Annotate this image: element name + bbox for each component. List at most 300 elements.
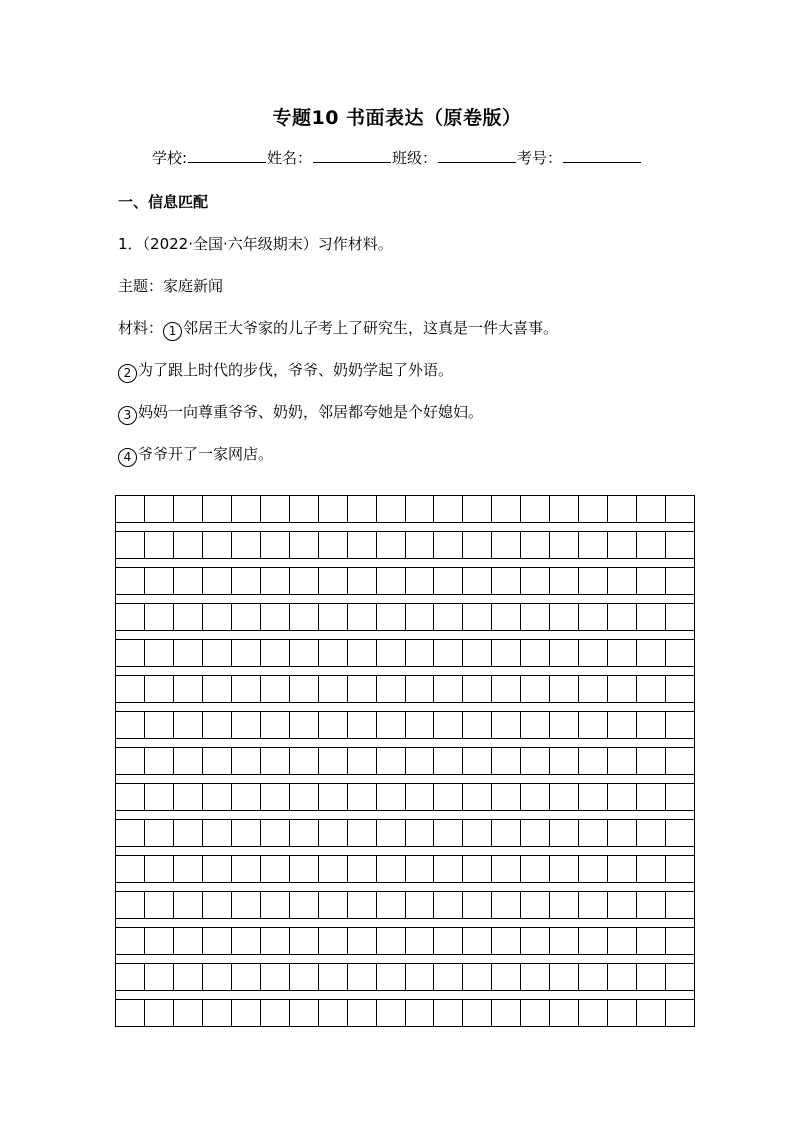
grid-cell[interactable] [116, 748, 145, 774]
grid-cell[interactable] [608, 820, 637, 846]
grid-cell[interactable] [492, 532, 521, 558]
grid-cell[interactable] [145, 676, 174, 702]
grid-cell[interactable] [579, 640, 608, 666]
grid-cell[interactable] [174, 532, 203, 558]
grid-cell[interactable] [550, 676, 579, 702]
grid-cell[interactable] [290, 784, 319, 810]
grid-cell[interactable] [116, 640, 145, 666]
grid-cell[interactable] [290, 1000, 319, 1026]
grid-cell[interactable] [116, 496, 145, 522]
grid-cell[interactable] [608, 748, 637, 774]
grid-cell[interactable] [348, 712, 377, 738]
grid-cell[interactable] [261, 496, 290, 522]
grid-cell[interactable] [290, 604, 319, 630]
grid-cell[interactable] [232, 604, 261, 630]
grid-cell[interactable] [145, 532, 174, 558]
grid-cell[interactable] [492, 496, 521, 522]
grid-cell[interactable] [666, 928, 694, 954]
grid-cell[interactable] [406, 640, 435, 666]
grid-cell[interactable] [290, 748, 319, 774]
grid-cell[interactable] [232, 892, 261, 918]
grid-cell[interactable] [521, 496, 550, 522]
grid-cell[interactable] [666, 1000, 694, 1026]
grid-cell[interactable] [261, 964, 290, 990]
grid-cell[interactable] [463, 784, 492, 810]
grid-cell[interactable] [637, 892, 666, 918]
grid-cell[interactable] [145, 820, 174, 846]
grid-cell[interactable] [550, 712, 579, 738]
grid-cell[interactable] [261, 532, 290, 558]
grid-cell[interactable] [377, 892, 406, 918]
grid-cell[interactable] [637, 676, 666, 702]
grid-cell[interactable] [319, 640, 348, 666]
grid-cell[interactable] [203, 712, 232, 738]
grid-cell[interactable] [463, 496, 492, 522]
grid-cell[interactable] [348, 748, 377, 774]
grid-cell[interactable] [203, 856, 232, 882]
grid-cell[interactable] [406, 820, 435, 846]
grid-cell[interactable] [492, 640, 521, 666]
grid-cell[interactable] [434, 784, 463, 810]
grid-cell[interactable] [521, 532, 550, 558]
grid-cell[interactable] [434, 568, 463, 594]
grid-cell[interactable] [550, 532, 579, 558]
grid-cell[interactable] [203, 928, 232, 954]
grid-cell[interactable] [666, 748, 694, 774]
grid-cell[interactable] [550, 496, 579, 522]
grid-cell[interactable] [174, 964, 203, 990]
grid-cell[interactable] [290, 568, 319, 594]
grid-cell[interactable] [406, 676, 435, 702]
school-blank[interactable] [188, 148, 266, 163]
grid-cell[interactable] [203, 532, 232, 558]
grid-cell[interactable] [463, 928, 492, 954]
grid-cell[interactable] [232, 568, 261, 594]
grid-cell[interactable] [290, 532, 319, 558]
grid-cell[interactable] [232, 964, 261, 990]
grid-cell[interactable] [203, 1000, 232, 1026]
grid-cell[interactable] [145, 856, 174, 882]
grid-cell[interactable] [637, 748, 666, 774]
grid-cell[interactable] [261, 748, 290, 774]
grid-cell[interactable] [579, 784, 608, 810]
grid-cell[interactable] [377, 1000, 406, 1026]
grid-cell[interactable] [145, 892, 174, 918]
grid-cell[interactable] [290, 640, 319, 666]
grid-cell[interactable] [521, 712, 550, 738]
grid-cell[interactable] [406, 784, 435, 810]
grid-cell[interactable] [290, 892, 319, 918]
grid-cell[interactable] [290, 676, 319, 702]
grid-cell[interactable] [232, 928, 261, 954]
grid-cell[interactable] [174, 748, 203, 774]
grid-cell[interactable] [145, 568, 174, 594]
grid-cell[interactable] [145, 964, 174, 990]
grid-cell[interactable] [232, 496, 261, 522]
grid-cell[interactable] [579, 496, 608, 522]
grid-cell[interactable] [377, 676, 406, 702]
grid-cell[interactable] [319, 532, 348, 558]
grid-cell[interactable] [377, 928, 406, 954]
grid-cell[interactable] [521, 964, 550, 990]
grid-cell[interactable] [203, 676, 232, 702]
grid-cell[interactable] [666, 820, 694, 846]
grid-cell[interactable] [377, 712, 406, 738]
grid-cell[interactable] [290, 928, 319, 954]
grid-cell[interactable] [579, 532, 608, 558]
grid-cell[interactable] [434, 676, 463, 702]
grid-cell[interactable] [463, 964, 492, 990]
grid-cell[interactable] [434, 856, 463, 882]
grid-cell[interactable] [377, 856, 406, 882]
grid-cell[interactable] [319, 784, 348, 810]
grid-cell[interactable] [348, 532, 377, 558]
grid-cell[interactable] [579, 568, 608, 594]
grid-cell[interactable] [116, 604, 145, 630]
grid-cell[interactable] [406, 856, 435, 882]
grid-cell[interactable] [116, 532, 145, 558]
grid-cell[interactable] [174, 496, 203, 522]
grid-cell[interactable] [608, 496, 637, 522]
grid-cell[interactable] [550, 892, 579, 918]
grid-cell[interactable] [463, 748, 492, 774]
grid-cell[interactable] [463, 640, 492, 666]
grid-cell[interactable] [550, 784, 579, 810]
grid-cell[interactable] [232, 784, 261, 810]
grid-cell[interactable] [521, 748, 550, 774]
grid-cell[interactable] [174, 640, 203, 666]
grid-cell[interactable] [203, 820, 232, 846]
grid-cell[interactable] [406, 712, 435, 738]
grid-cell[interactable] [232, 856, 261, 882]
grid-cell[interactable] [348, 640, 377, 666]
grid-cell[interactable] [492, 856, 521, 882]
grid-cell[interactable] [521, 928, 550, 954]
grid-cell[interactable] [174, 928, 203, 954]
grid-cell[interactable] [521, 568, 550, 594]
grid-cell[interactable] [406, 892, 435, 918]
grid-cell[interactable] [492, 928, 521, 954]
grid-cell[interactable] [637, 604, 666, 630]
grid-cell[interactable] [319, 928, 348, 954]
grid-cell[interactable] [348, 604, 377, 630]
grid-cell[interactable] [608, 784, 637, 810]
grid-cell[interactable] [521, 856, 550, 882]
grid-cell[interactable] [666, 856, 694, 882]
grid-cell[interactable] [492, 820, 521, 846]
grid-cell[interactable] [550, 568, 579, 594]
grid-cell[interactable] [319, 964, 348, 990]
grid-cell[interactable] [348, 892, 377, 918]
grid-cell[interactable] [203, 784, 232, 810]
grid-cell[interactable] [666, 712, 694, 738]
grid-cell[interactable] [463, 1000, 492, 1026]
grid-cell[interactable] [174, 712, 203, 738]
grid-cell[interactable] [550, 856, 579, 882]
grid-cell[interactable] [521, 820, 550, 846]
grid-cell[interactable] [174, 1000, 203, 1026]
grid-cell[interactable] [319, 820, 348, 846]
grid-cell[interactable] [579, 856, 608, 882]
grid-cell[interactable] [637, 496, 666, 522]
grid-cell[interactable] [637, 964, 666, 990]
grid-cell[interactable] [608, 568, 637, 594]
grid-cell[interactable] [666, 964, 694, 990]
grid-cell[interactable] [579, 712, 608, 738]
grid-cell[interactable] [463, 532, 492, 558]
grid-cell[interactable] [608, 532, 637, 558]
grid-cell[interactable] [579, 964, 608, 990]
grid-cell[interactable] [319, 676, 348, 702]
grid-cell[interactable] [579, 820, 608, 846]
grid-cell[interactable] [637, 640, 666, 666]
grid-cell[interactable] [434, 1000, 463, 1026]
grid-cell[interactable] [637, 928, 666, 954]
grid-cell[interactable] [637, 784, 666, 810]
grid-cell[interactable] [116, 1000, 145, 1026]
grid-cell[interactable] [174, 676, 203, 702]
grid-cell[interactable] [434, 892, 463, 918]
grid-cell[interactable] [463, 856, 492, 882]
grid-cell[interactable] [406, 532, 435, 558]
grid-cell[interactable] [492, 964, 521, 990]
grid-cell[interactable] [550, 928, 579, 954]
grid-cell[interactable] [608, 604, 637, 630]
grid-cell[interactable] [608, 1000, 637, 1026]
grid-cell[interactable] [637, 820, 666, 846]
grid-cell[interactable] [145, 712, 174, 738]
grid-cell[interactable] [348, 1000, 377, 1026]
grid-cell[interactable] [232, 712, 261, 738]
grid-cell[interactable] [377, 532, 406, 558]
grid-cell[interactable] [492, 892, 521, 918]
grid-cell[interactable] [261, 784, 290, 810]
grid-cell[interactable] [261, 892, 290, 918]
grid-cell[interactable] [290, 856, 319, 882]
grid-cell[interactable] [348, 856, 377, 882]
grid-cell[interactable] [579, 604, 608, 630]
grid-cell[interactable] [463, 604, 492, 630]
grid-cell[interactable] [348, 820, 377, 846]
grid-cell[interactable] [406, 604, 435, 630]
grid-cell[interactable] [348, 496, 377, 522]
grid-cell[interactable] [579, 676, 608, 702]
grid-cell[interactable] [174, 820, 203, 846]
grid-cell[interactable] [319, 1000, 348, 1026]
grid-cell[interactable] [434, 496, 463, 522]
grid-cell[interactable] [232, 820, 261, 846]
grid-cell[interactable] [521, 1000, 550, 1026]
grid-cell[interactable] [145, 640, 174, 666]
grid-cell[interactable] [521, 604, 550, 630]
grid-cell[interactable] [550, 820, 579, 846]
grid-cell[interactable] [434, 712, 463, 738]
grid-cell[interactable] [666, 676, 694, 702]
grid-cell[interactable] [232, 1000, 261, 1026]
grid-cell[interactable] [608, 676, 637, 702]
grid-cell[interactable] [145, 604, 174, 630]
grid-cell[interactable] [492, 568, 521, 594]
grid-cell[interactable] [637, 856, 666, 882]
grid-cell[interactable] [174, 856, 203, 882]
grid-cell[interactable] [579, 892, 608, 918]
grid-cell[interactable] [319, 856, 348, 882]
grid-cell[interactable] [608, 712, 637, 738]
grid-cell[interactable] [637, 1000, 666, 1026]
grid-cell[interactable] [319, 892, 348, 918]
grid-cell[interactable] [377, 604, 406, 630]
grid-cell[interactable] [232, 676, 261, 702]
grid-cell[interactable] [319, 568, 348, 594]
grid-cell[interactable] [377, 964, 406, 990]
grid-cell[interactable] [377, 820, 406, 846]
grid-cell[interactable] [145, 748, 174, 774]
grid-cell[interactable] [434, 640, 463, 666]
grid-cell[interactable] [492, 1000, 521, 1026]
grid-cell[interactable] [145, 496, 174, 522]
grid-cell[interactable] [116, 784, 145, 810]
grid-cell[interactable] [406, 964, 435, 990]
grid-cell[interactable] [521, 640, 550, 666]
grid-cell[interactable] [492, 676, 521, 702]
grid-cell[interactable] [463, 712, 492, 738]
grid-cell[interactable] [203, 568, 232, 594]
grid-cell[interactable] [116, 568, 145, 594]
grid-cell[interactable] [406, 928, 435, 954]
grid-cell[interactable] [406, 1000, 435, 1026]
grid-cell[interactable] [608, 892, 637, 918]
grid-cell[interactable] [116, 820, 145, 846]
grid-cell[interactable] [434, 928, 463, 954]
grid-cell[interactable] [666, 784, 694, 810]
grid-cell[interactable] [608, 856, 637, 882]
grid-cell[interactable] [550, 1000, 579, 1026]
grid-cell[interactable] [232, 640, 261, 666]
grid-cell[interactable] [434, 604, 463, 630]
grid-cell[interactable] [116, 928, 145, 954]
grid-cell[interactable] [492, 784, 521, 810]
grid-cell[interactable] [666, 532, 694, 558]
number-blank[interactable] [563, 148, 641, 163]
grid-cell[interactable] [319, 748, 348, 774]
grid-cell[interactable] [492, 604, 521, 630]
grid-cell[interactable] [232, 532, 261, 558]
grid-cell[interactable] [290, 820, 319, 846]
grid-cell[interactable] [203, 748, 232, 774]
grid-cell[interactable] [261, 676, 290, 702]
grid-cell[interactable] [666, 568, 694, 594]
grid-cell[interactable] [203, 964, 232, 990]
grid-cell[interactable] [203, 640, 232, 666]
grid-cell[interactable] [434, 964, 463, 990]
grid-cell[interactable] [434, 532, 463, 558]
grid-cell[interactable] [579, 748, 608, 774]
grid-cell[interactable] [579, 928, 608, 954]
grid-cell[interactable] [174, 784, 203, 810]
grid-cell[interactable] [434, 748, 463, 774]
grid-cell[interactable] [348, 928, 377, 954]
grid-cell[interactable] [463, 892, 492, 918]
class-blank[interactable] [438, 148, 516, 163]
grid-cell[interactable] [550, 604, 579, 630]
grid-cell[interactable] [145, 928, 174, 954]
grid-cell[interactable] [116, 676, 145, 702]
grid-cell[interactable] [637, 568, 666, 594]
grid-cell[interactable] [406, 496, 435, 522]
grid-cell[interactable] [261, 712, 290, 738]
grid-cell[interactable] [637, 532, 666, 558]
grid-cell[interactable] [521, 892, 550, 918]
grid-cell[interactable] [348, 784, 377, 810]
grid-cell[interactable] [377, 496, 406, 522]
grid-cell[interactable] [290, 712, 319, 738]
grid-cell[interactable] [666, 892, 694, 918]
grid-cell[interactable] [116, 712, 145, 738]
grid-cell[interactable] [232, 748, 261, 774]
grid-cell[interactable] [550, 964, 579, 990]
grid-cell[interactable] [116, 964, 145, 990]
grid-cell[interactable] [261, 640, 290, 666]
grid-cell[interactable] [116, 892, 145, 918]
grid-cell[interactable] [261, 604, 290, 630]
grid-cell[interactable] [145, 784, 174, 810]
grid-cell[interactable] [492, 712, 521, 738]
grid-cell[interactable] [203, 604, 232, 630]
grid-cell[interactable] [377, 748, 406, 774]
grid-cell[interactable] [261, 928, 290, 954]
grid-cell[interactable] [348, 964, 377, 990]
grid-cell[interactable] [348, 568, 377, 594]
grid-cell[interactable] [319, 712, 348, 738]
grid-cell[interactable] [463, 820, 492, 846]
grid-cell[interactable] [406, 568, 435, 594]
grid-cell[interactable] [377, 640, 406, 666]
grid-cell[interactable] [116, 856, 145, 882]
grid-cell[interactable] [521, 784, 550, 810]
grid-cell[interactable] [406, 748, 435, 774]
grid-cell[interactable] [666, 604, 694, 630]
grid-cell[interactable] [261, 820, 290, 846]
grid-cell[interactable] [261, 568, 290, 594]
grid-cell[interactable] [174, 604, 203, 630]
grid-cell[interactable] [261, 1000, 290, 1026]
grid-cell[interactable] [174, 892, 203, 918]
grid-cell[interactable] [608, 964, 637, 990]
grid-cell[interactable] [463, 676, 492, 702]
grid-cell[interactable] [666, 496, 694, 522]
grid-cell[interactable] [319, 496, 348, 522]
grid-cell[interactable] [290, 964, 319, 990]
grid-cell[interactable] [521, 676, 550, 702]
grid-cell[interactable] [174, 568, 203, 594]
grid-cell[interactable] [666, 640, 694, 666]
grid-cell[interactable] [377, 784, 406, 810]
grid-cell[interactable] [434, 820, 463, 846]
grid-cell[interactable] [290, 496, 319, 522]
grid-cell[interactable] [637, 712, 666, 738]
grid-cell[interactable] [463, 568, 492, 594]
grid-cell[interactable] [492, 748, 521, 774]
grid-cell[interactable] [348, 676, 377, 702]
grid-cell[interactable] [203, 892, 232, 918]
grid-cell[interactable] [579, 1000, 608, 1026]
name-blank[interactable] [313, 148, 391, 163]
grid-cell[interactable] [550, 748, 579, 774]
grid-cell[interactable] [608, 640, 637, 666]
grid-cell[interactable] [145, 1000, 174, 1026]
grid-cell[interactable] [261, 856, 290, 882]
grid-cell[interactable] [377, 568, 406, 594]
